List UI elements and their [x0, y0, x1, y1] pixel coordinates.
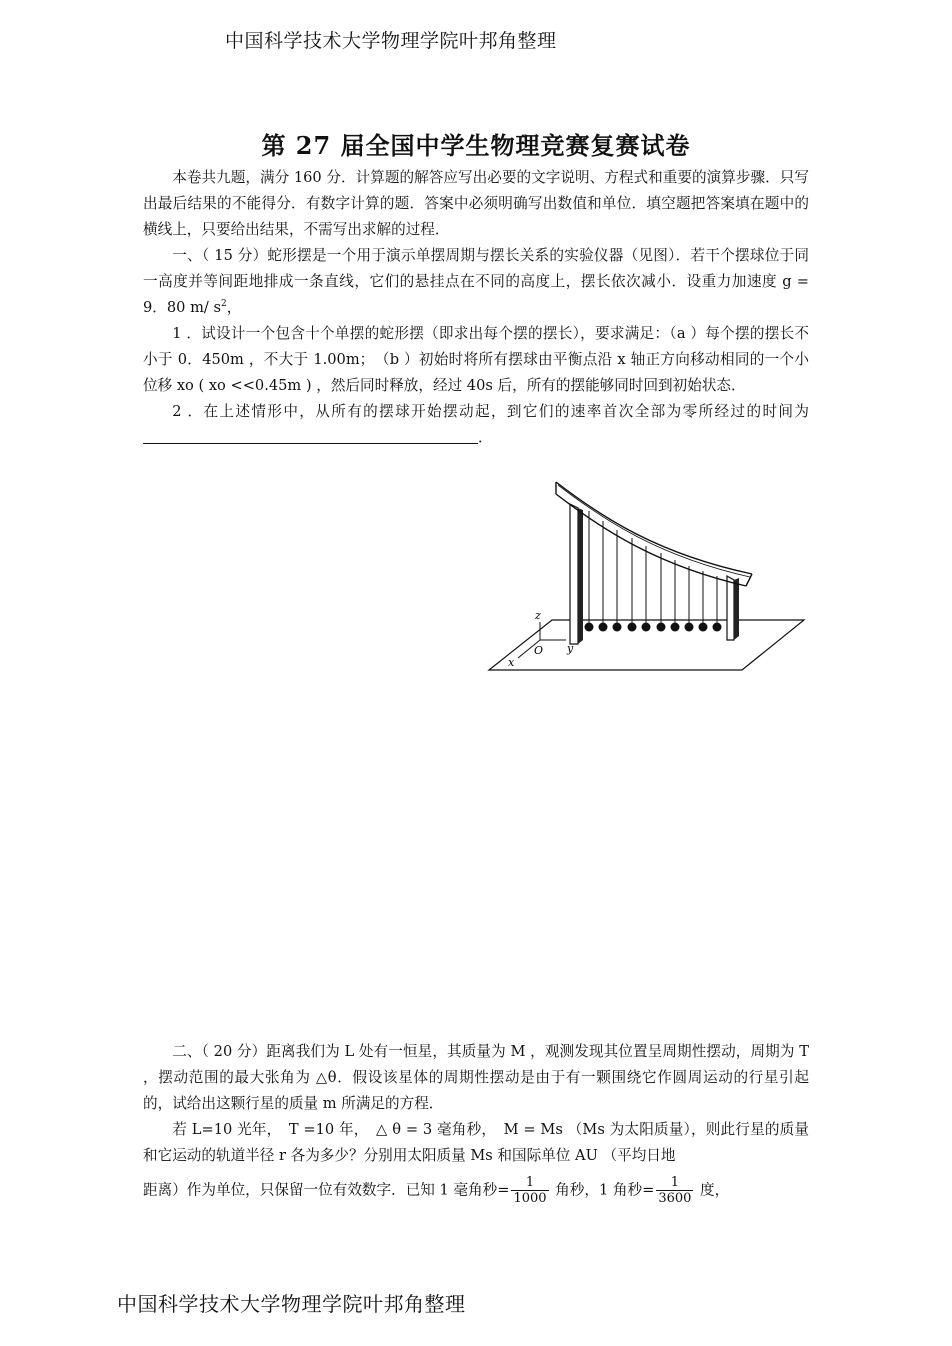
fraction-2-numerator: 1	[656, 1175, 693, 1191]
fraction-1-over-3600	[656, 1175, 693, 1206]
q2-paragraph-2: 若 L=10 光年， T =10 年， △ θ = 3 毫角秒， M = Ms （Ms 为太阳质量），则此行星的质量和它运动的轨道半径 r 各为多少？分别用太阳质量 Ms 和国际单位 AU （平均日地	[143, 1121, 809, 1164]
q2-para3-text-c: 度，	[695, 1181, 730, 1199]
fraction-1-denominator: 1000	[513, 1191, 547, 1206]
q1-part2	[143, 399, 809, 451]
axis-label-y: y	[567, 642, 574, 655]
snake-pendulum-figure	[484, 474, 806, 678]
exam-title: 第 27 届全国中学生物理竞赛复赛试卷	[261, 131, 691, 160]
fraction-1-numerator: 1	[511, 1175, 548, 1191]
left-post	[570, 504, 578, 644]
q2-paragraph-3	[143, 1175, 809, 1206]
q1-part2-end: ．	[478, 429, 493, 446]
q2-para3-text-a: 距离）作为单位，只保留一位有效数字．已知 1 毫角秒=	[143, 1181, 510, 1199]
left-post-side	[578, 508, 583, 644]
intro-paragraph: 本卷共九题，满分 160 分．计算题的解答应写出必要的文字说明、方程式和重要的演算步骤．只写出最后结果的不能得分．有数字计算的题．答案中必须明确写出数值和单位．填空题把答案填在题中的横线上，只要给出结果，不需写出求解的过程．	[143, 169, 809, 238]
q1-stem	[143, 243, 809, 321]
right-post-side	[734, 578, 739, 640]
q1-stem-tail: ，	[226, 299, 242, 316]
answer-blank[interactable]	[143, 425, 478, 444]
axis-label-origin: O	[534, 644, 544, 657]
q1-stem-text: 一、（ 15 分）蛇形摆是一个用于演示单摆周期与摆长关系的实验仪器（见图）．若干个摆球位于同一高度并等间距地排成一条直线，它们的悬挂点在不同的高度上，摆长依次减小．设重力加速度 g = 9．80 m/ s	[143, 247, 809, 316]
q1-part2-text: 2 ．在上述情形中，从所有的摆球开始摆动起，到它们的速率首次全部为零所经过的时间为	[172, 403, 809, 420]
axis-label-z: z	[535, 609, 541, 622]
page-footer: 中国科学技术大学物理学院叶邦角整理	[117, 1292, 466, 1316]
q1-part1: 1 ．试设计一个包含十个单摆的蛇形摆（即求出每个摆的摆长），要求满足：（a ）每个摆的摆长不小于 0．450m ，不大于 1.00m； （b ）初始时将所有摆球由平衡点沿 x 轴正方向移动相同的一个小位移 xo ( xo <<0.45m ) ，然后同时释放，经过 40s 后，所有的摆能够同时回到初始状态．	[143, 325, 809, 394]
right-post	[727, 576, 734, 640]
q2-paragraph-1: 二、（ 20 分）距离我们为 L 处有一恒星，其质量为 M ，观测发现其位置呈周期性摆动，周期为 T ，摆动范围的最大张角为 △θ．假设该星体的周期性摆动是由于有一颗围绕它作圆周运动的行星引起的，试给出这颗行星的质量 m 所满足的方程．	[143, 1043, 809, 1112]
question-2-block	[143, 1039, 809, 1206]
q1-stem-sup: 2	[220, 299, 227, 310]
q2-para3-text-b: 角秒，1 角秒=	[550, 1181, 655, 1199]
fraction-1-over-1000	[511, 1175, 548, 1206]
pendulum-strings	[589, 511, 717, 624]
axis-label-x: x	[508, 656, 515, 669]
question-1-block	[143, 165, 809, 451]
fraction-2-denominator: 3600	[658, 1191, 692, 1206]
page-header: 中国科学技术大学物理学院叶邦角整理	[225, 30, 557, 52]
